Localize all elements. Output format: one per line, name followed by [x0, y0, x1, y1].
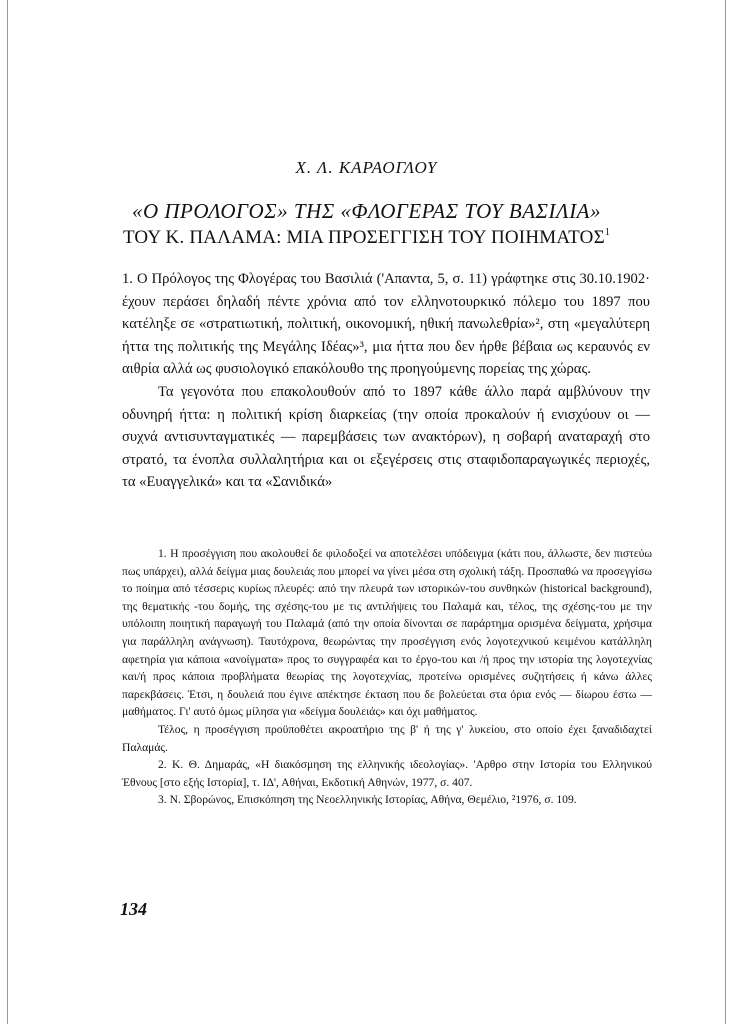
article-title-line1: «Ο ΠΡΟΛΟΓΟΣ» ΤΗΣ «ΦΛΟΓΕΡΑΣ ΤΟΥ ΒΑΣΙΛΙΑ» [131, 199, 602, 223]
body-paragraph-1: 1. Ο Πρόλογος της Φλογέρας του Βασιλιά ('Απαντα, 5, σ. 11) γράφτηκε στις 30.10.1902· έχουν περάσει δηλαδή πέντε χρόνια από τον ελληνοτουρκικό πόλεμο του 1897 που κατέληξε σε «στρατιωτική, πολιτική, οικονομική, ηθική πανωλεθρία»², στη «μεγαλύτερη ήττα της πολιτικής της Μεγάλης Ιδέας»³, μια ήττα που δεν ήρθε βέβαια ως κεραυνός εν αιθρία αλλά ως φυσιολογικό επακόλουθο της προηγούμενης πορείας της χώρας. [122, 271, 650, 378]
article-title-line2 [0, 227, 733, 249]
page-number: 134 [120, 899, 147, 919]
body-text [122, 268, 650, 494]
body-paragraph-2: Τα γεγονότα που επακολουθούν από το 1897 κάθε άλλο παρά αμβλύνουν την οδυνηρή ήττα: η πολιτική κρίση διαρκείας (την οποία προκαλούν ή ενισχύουν οι — συχνά αντισυνταγματικές — παρεμβάσεις των ανακτόρων), η σοβαρή αναταραχή στο στρατό, τα ένοπλα συλλαλητήρια και οι εξεγέρσεις στις σταφιδοπαραγωγικές περιοχές, τα «Ευαγγελικά» και τα «Σανιδικά» [122, 383, 650, 491]
footnotes [122, 545, 652, 809]
footnote-1-continued: Τέλος, η προσέγγιση προϋποθέτει ακροατήριο της β' ή της γ' λυκείου, στο οποίο έχει ξαναδιδαχτεί Παλαμάς. [122, 722, 652, 754]
footnote-3: 3. Ν. Σβορώνος, Επισκόπηση της Νεοελληνικής Ιστορίας, Αθήνα, Θεμέλιο, ²1976, σ. 109. [158, 793, 577, 807]
page-frame [7, 0, 726, 1024]
author-name: Χ. Λ. ΚΑΡΑΟΓΛΟΥ [295, 158, 438, 177]
footnote-1: 1. Η προσέγγιση που ακολουθεί δε φιλοδοξεί να αποτελέσει υπόδειγμα (κάτι που, άλλωστε, δεν πιστεύω πως υπάρχει), αλλά δείγμα μιας δουλειάς που μπορεί να γίνει μέσα στη σχολική τάξη. Προσπαθώ να προσεγγίσω το ποίημα από τέσσερις κυρίως πλευρές: από την πλευρά των ιστορικών-του συνθηκών (historical background), της θεματικής -του δομής, της σχέσης-του με τις αντιλήψεις του Παλαμά και, τέλος, της σχέσης-του με την υπόλοιπη ποιητική παραγωγή του Παλαμά (από την οποία δίνονται σε παράρτημα ορισμένα δείγματα, χρήσιμα για παράλληλη ανάγνωση). Ταυτόχρονα, θεωρώντας την προσέγγιση ενός λογοτεχνικού κειμένου κατάλληλη αφετηρία για κάποια «ανοίγματα» προς το συγγραφέα και το έργο-του και /ή προς την ιστορία της λογοτεχνίας και/ή προς κάποια προβλήματα θεωρίας της λογοτεχνίας, προτείνω ορισμένες συζητήσεις ή κάνω άλλες παρεκβάσεις. Έτσι, η δουλειά που έγινε απέκτησε έκταση που δε βολεύεται στα όρια ενός — δίωρου έστω — μαθήματος. Γι' αυτό όμως μίλησα για «δείγμα δουλειάς» και όχι μαθήματος. [122, 547, 652, 719]
title-footnote-marker: 1 [604, 227, 611, 238]
title-line2-text: ΤΟΥ Κ. ΠΑΛΑΜΑ: ΜΙΑ ΠΡΟΣΕΓΓΙΣΗ ΤΟΥ ΠΟΙΗΜΑΤΟΣ [122, 227, 605, 248]
footnote-2: 2. Κ. Θ. Δημαράς, «Η διακόσμηση της ελληνικής ιδεολογίας». 'Αρθρο στην Ιστορία του Ελληνικού Έθνους [στο εξής Ιστορία], τ. ΙΔ', Αθήναι, Εκδοτική Αθηνών, 1977, σ. 407. [122, 758, 652, 789]
